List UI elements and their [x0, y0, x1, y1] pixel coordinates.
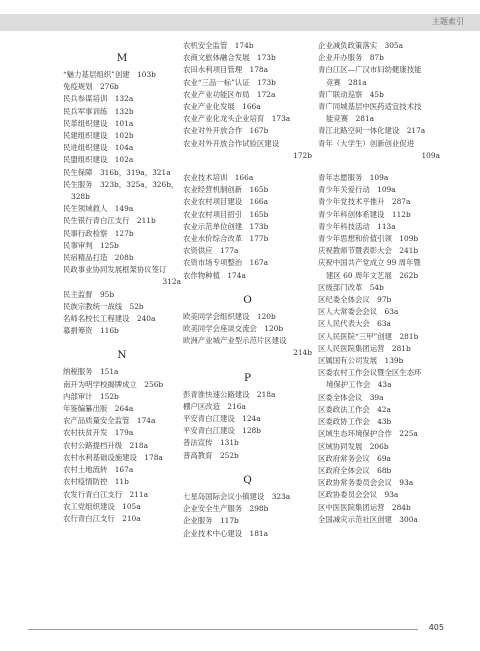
index-entry: 青广同城基层中医药适宜技术技 [318, 102, 422, 112]
index-entry: 区人民医院集团运营 281b [318, 343, 411, 353]
index-entry: 民建组织建设 102b [63, 131, 134, 141]
index-entry: 农田水利项目管理 178a [183, 65, 269, 75]
index-entry: 民事行政检察 127b [63, 228, 134, 238]
index-entry: 企业技术中心建设 181a [183, 528, 269, 538]
index-column-1 [63, 40, 181, 525]
index-entry: 214b [293, 348, 312, 358]
index-entry: 民革组织建设 101a [63, 118, 134, 128]
index-entry: 企业安全生产服务 298b [183, 504, 269, 514]
index-entry: 欧美同学会组织建设 120b [183, 311, 276, 321]
index-entry: 建区 60 周年文艺展 262b [326, 270, 419, 280]
section-title: 主题索引 [432, 17, 464, 26]
index-entry: 农资供应 177a [183, 246, 239, 256]
index-entry: 普高教育 252b [183, 450, 239, 460]
index-entry: 青少年科创体系建设 112b [318, 209, 411, 219]
index-entry: 区委全体会议 39a [318, 392, 384, 402]
index-entry: 南开为明学校揭牌成立 256b [63, 379, 164, 389]
index-entry: 农行青白江支行 210a [63, 513, 141, 523]
index-entry: 区级部门改革 54b [318, 282, 384, 292]
index-entry: 区政府全体会议 68b [318, 465, 392, 475]
index-entry: 平安青白江建设 124a [183, 414, 261, 424]
index-entry: 青少年思想和价值引领 109b [318, 234, 419, 244]
index-entry: 庆祝教师节暨表彰大会 241b [318, 246, 419, 256]
index-entry: 募捐筹资 116b [63, 326, 119, 336]
index-entry: 民宿精品打造 208b [63, 253, 134, 263]
index-entry: 企业开办服务 87b [318, 53, 384, 63]
index-entry: 欧洲产业城产业型示范片区建设 [183, 336, 287, 346]
index-entry: 民生银行青白江支行 211b [63, 216, 156, 226]
index-entry: 平安青白江建设 128b [183, 426, 261, 436]
index-entry: 328b [71, 192, 90, 202]
index-entry: 农作物种植 174a [183, 270, 246, 280]
index-entry: 农业对外开放合作 167b [183, 126, 269, 136]
index-entry: 农业产业化发展 166a [183, 102, 261, 112]
index-entry: 农产品质量安全监管 174a [63, 416, 156, 426]
index-entry: 农业对外开放合作试验区建设 [183, 138, 280, 148]
index-entry: 彭青淮快速公路建设 218a [183, 389, 276, 399]
index-entry: 农业水价综合改革 177b [183, 234, 269, 244]
index-column-2 [183, 40, 312, 540]
index-entry: 纳税服务 151a [63, 367, 119, 377]
index-entry: 青少年党技术平推升 287a [318, 197, 411, 207]
index-letter-heading: M [116, 52, 128, 64]
index-entry: 区域协同发展 206b [318, 441, 389, 451]
index-column-3 [318, 40, 440, 526]
index-entry: 农商文旅体融合发展 173b [183, 53, 276, 63]
index-entry: 青少年关爱行动 109a [318, 185, 396, 195]
index-entry: 农业经营机制创新 165b [183, 185, 269, 195]
index-entry: 青广联动巡察 45b [318, 89, 384, 99]
index-entry: 年鉴编纂出版 264a [63, 404, 134, 414]
index-entry: 七星岛国际会议小镇建设 323a [183, 491, 291, 501]
index-entry: 普法宣传 131b [183, 438, 239, 448]
index-entry: 区政府常务会议 69a [318, 453, 391, 463]
index-entry: 农业示范单位创建 173b [183, 221, 269, 231]
index-entry: 民兵军事训练 132b [63, 106, 134, 116]
index-entry: 农业农村项目招引 165b [183, 209, 269, 219]
index-entry: 民族宗教统一战线 52b [63, 301, 144, 311]
index-entry: 农业“三品一标”认证 173b [183, 77, 276, 87]
index-letter-heading: P [243, 371, 252, 384]
index-entry: 能竞赛 281a [326, 114, 375, 124]
index-entry: 民事审判 125b [63, 240, 119, 250]
index-entry: 312a [162, 277, 181, 287]
index-entry: 农村疫情防控 11b [63, 477, 129, 487]
index-entry: 内部审计 152b [63, 391, 119, 401]
index-letter-heading: N [117, 349, 127, 362]
index-entry: 民主监督 95b [63, 289, 115, 299]
index-entry: 免疫规划 276b [63, 82, 119, 92]
index-entry: 棚户区改造 216a [183, 401, 246, 411]
index-entry: 企业减负政策落实 305a [318, 41, 404, 50]
index-entry: 青江北路空间一体化建设 217a [318, 126, 426, 136]
index-entry: 农工党组织建设 105a [63, 501, 141, 511]
index-entry: 农村水利基础设施建设 178a [63, 452, 163, 462]
index-entry: 青年志愿服务 109a [318, 173, 389, 183]
index-entry: 172b [293, 150, 312, 160]
index-entry: 农业产业化龙头企业培育 173a [183, 114, 291, 124]
index-entry: 庆祝中国共产党成立 99 周年暨 [318, 258, 421, 268]
index-entry: 区委政法工作会 42a [318, 404, 391, 414]
index-entry: 青少年科技活动 113a [318, 221, 396, 231]
index-entry: 区域生态环境保护合作 225a [318, 429, 418, 439]
index-entry: 企业服务 117b [183, 516, 239, 526]
spacer [183, 162, 312, 172]
index-entry: 区政协委员会会议 93a [318, 490, 399, 500]
index-entry: 青白江区—广汉市妇幼健康技能 [318, 65, 422, 75]
index-entry: 区委政协工作会 43b [318, 417, 392, 427]
index-entry: 民兵参谋培训 132a [63, 94, 134, 104]
index-entry: 区人民医院“三甲”创建 281b [318, 331, 419, 341]
index-entry: 民政事业协同发展框架协议签订 [63, 265, 167, 275]
index-entry: 区属国有公司发展 139b [318, 356, 404, 366]
index-entry: 名师名校长工程建设 240a [63, 314, 156, 324]
index-entry: 民盟组织建设 102a [63, 155, 134, 165]
index-entry: 农业农村项目建设 166a [183, 197, 269, 207]
index-entry: 区委农村工作会议暨全区生态环 [318, 368, 422, 378]
index-entry: 农村土地流转 167a [63, 465, 134, 475]
footer-rule [28, 629, 418, 630]
index-entry: 农发行青白江支行 211a [63, 489, 149, 499]
index-entry: 青年（大学生）创新创业促进 [318, 138, 415, 148]
index-entry: 民生服务 323b，325a，326b， [63, 179, 179, 189]
index-entry: 农村扶贫开发 179a [63, 428, 134, 438]
index-entry: 民生保障 316b，319a，321a [63, 167, 171, 177]
index-entry: 农业产业功能区布局 172a [183, 89, 276, 99]
index-entry: 农业技术培训 166a [183, 173, 254, 183]
index-entry: 区中医医院集团运营 284b [318, 502, 411, 512]
index-letter-heading: O [243, 293, 252, 306]
index-entry: 境保护工作会 43a [326, 380, 392, 390]
index-entry: “魅力基层组织”创建 103b [63, 70, 156, 79]
index-letter-heading: Q [243, 473, 252, 486]
index-entry: 区纪委全体会议 97b [318, 295, 392, 305]
index-entry: 区人民代表大会 63a [318, 319, 391, 329]
index-entry: 农机安全监管 174b [183, 41, 254, 50]
index-entry: 109a [421, 150, 440, 160]
header-bar [0, 14, 480, 31]
index-entry: 全国减灾示范社区创建 300a [318, 514, 418, 524]
index-entry: 农资市场专项整治 167a [183, 258, 269, 268]
index-entry: 区政协常务委员会会议 93a [318, 478, 414, 488]
spacer [318, 162, 440, 172]
index-entry: 竞赛 281a [326, 77, 367, 87]
index-entry: 区人大常委会会议 63a [318, 307, 399, 317]
page-number: 405 [428, 623, 444, 632]
index-entry: 农村公路提档升级 218a [63, 440, 149, 450]
index-entry: 民生领域救人 149a [63, 204, 134, 214]
index-entry: 欧美同学会座谈交流会 120b [183, 324, 284, 334]
index-entry: 民进组织建设 104a [63, 143, 134, 153]
